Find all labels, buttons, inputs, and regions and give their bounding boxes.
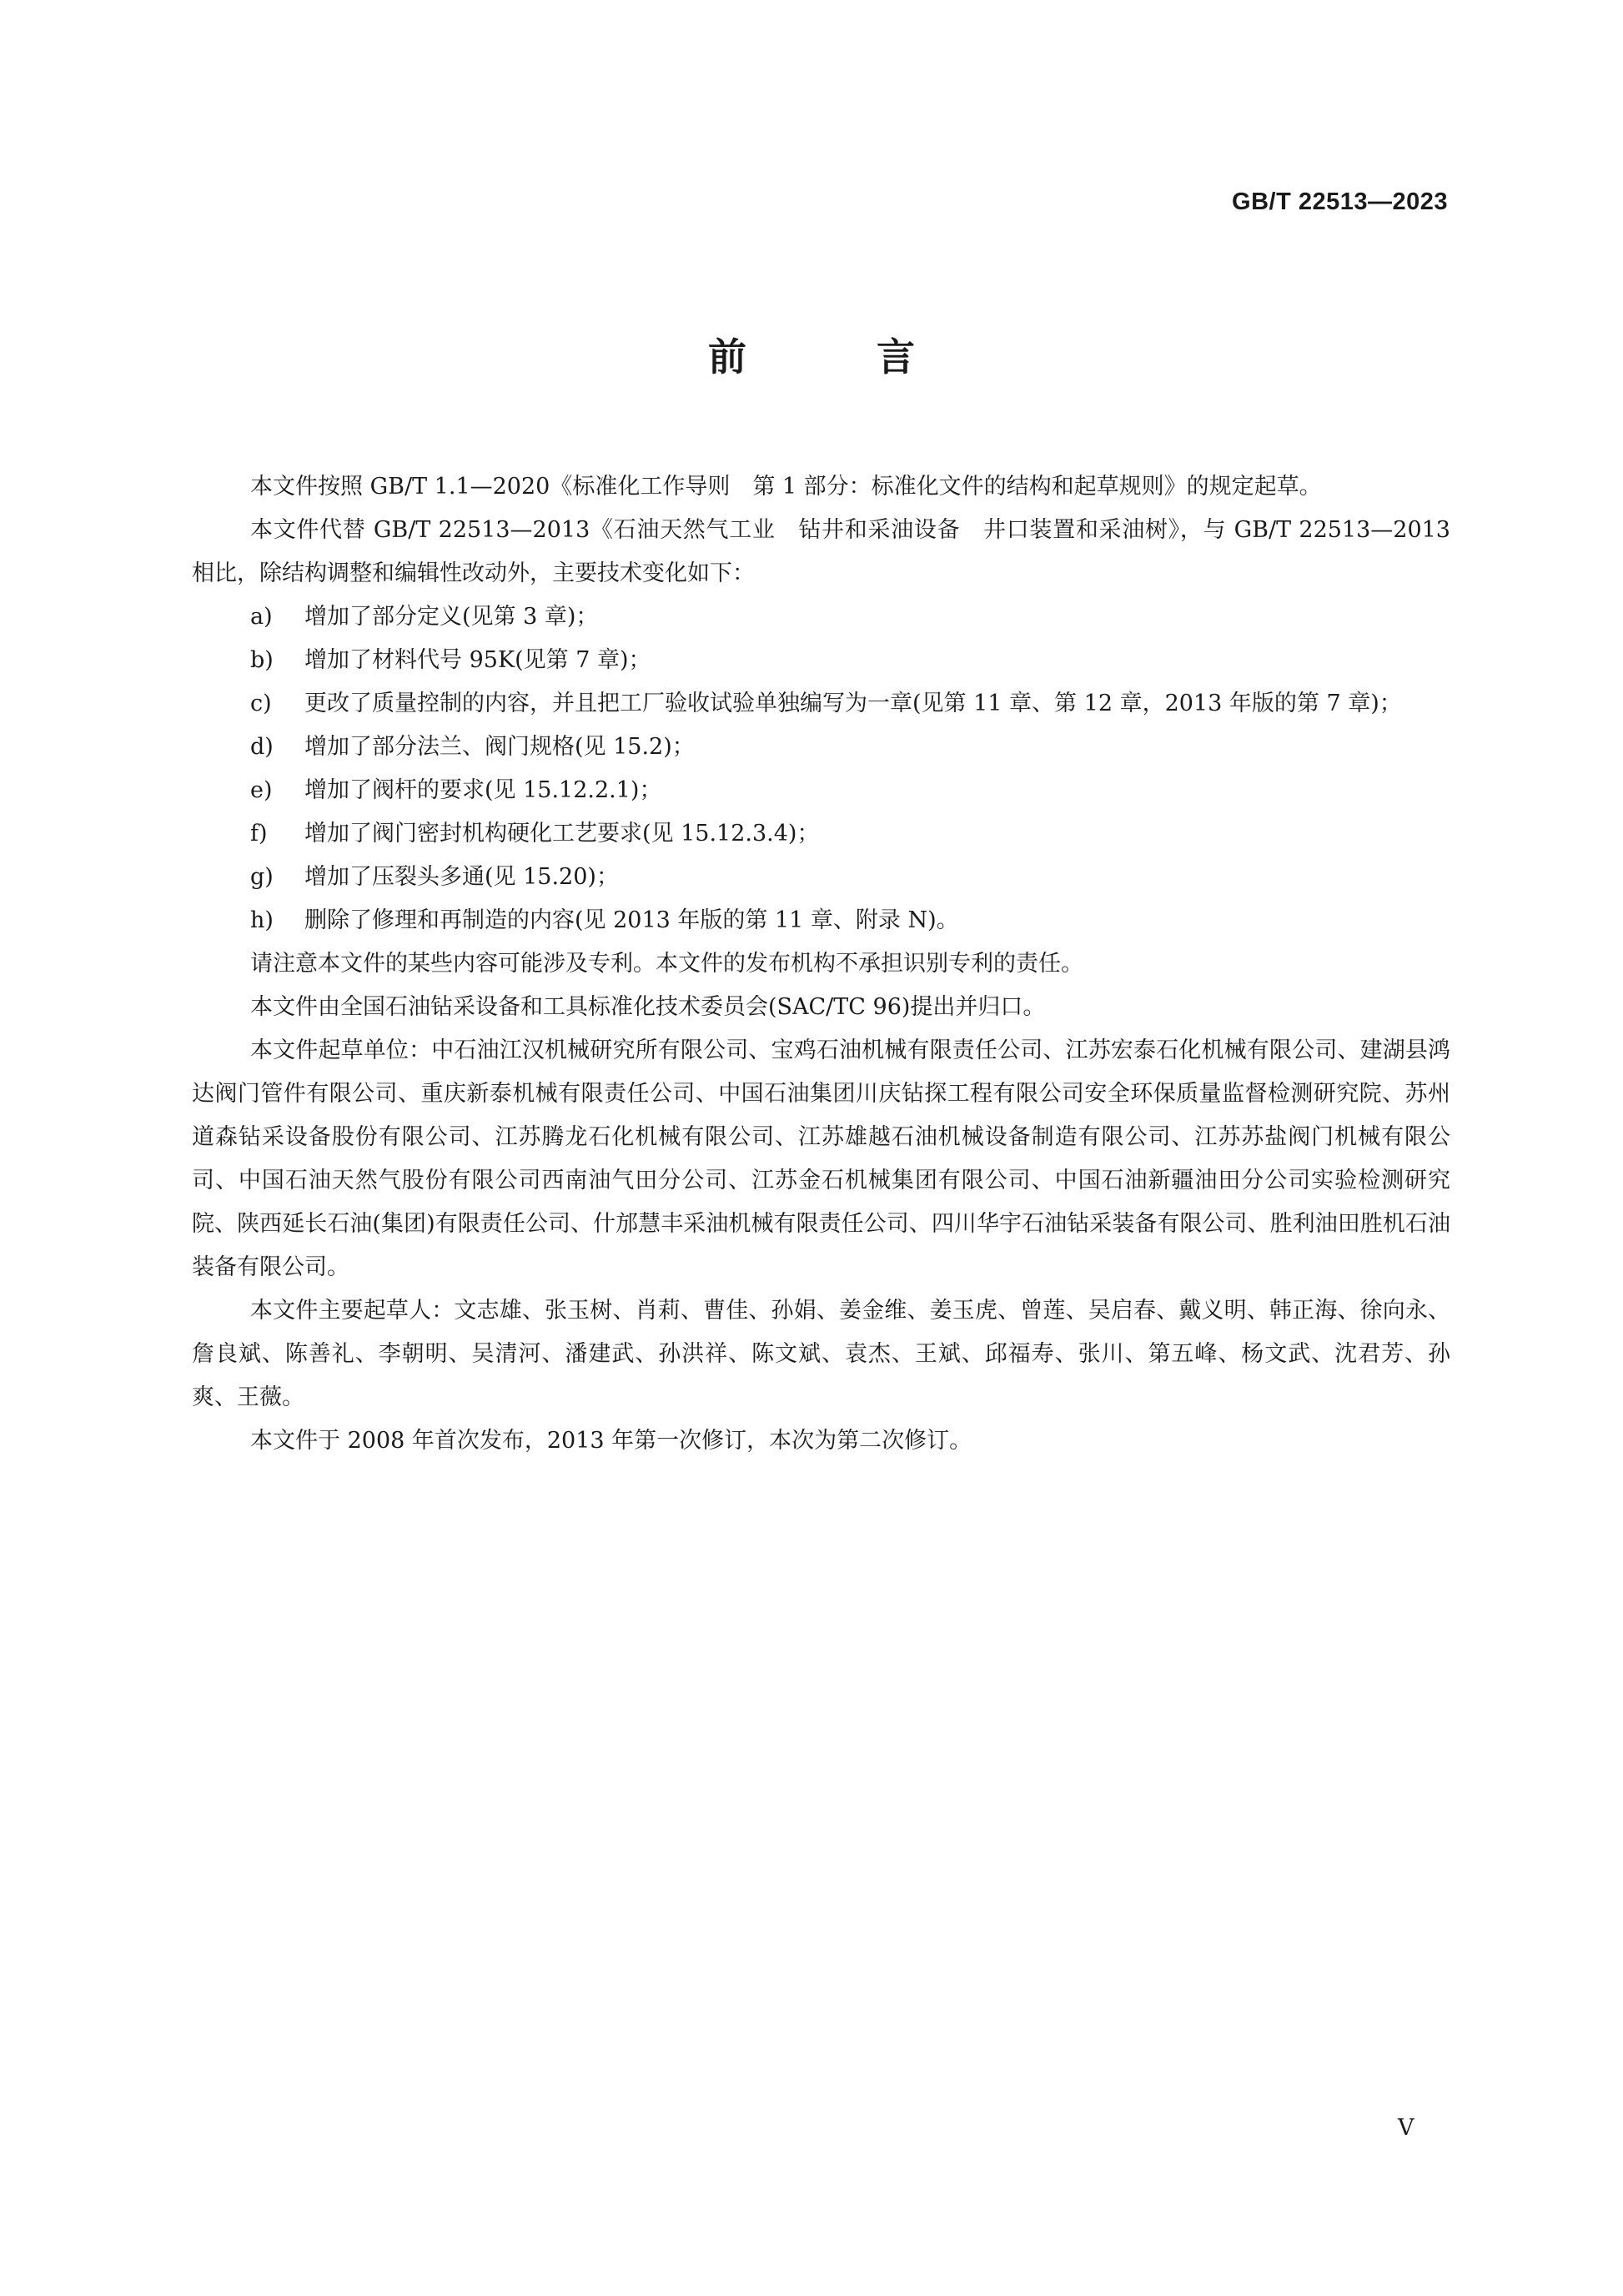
list-item: [192, 726, 1450, 769]
list-item-text: 增加了部分定义(见第 3 章)；: [304, 604, 599, 630]
paragraph-drafters: 本文件主要起草人：文志雄、张玉树、肖莉、曹佳、孙娟、姜金维、姜玉虎、曾莲、吴启春、戴义明、韩正海、徐向永、詹良斌、陈善礼、李朝明、吴清河、潘建武、孙洪祥、陈文斌、袁杰、王斌、邱福寿、张川、第五峰、杨文武、沈君芳、孙爽、王薇。: [192, 1298, 1450, 1410]
list-item-text: 增加了阀门密封机构硬化工艺要求(见 15.12.3.4)；: [304, 821, 820, 847]
list-item-text: 增加了压裂头多通(见 15.20)；: [304, 864, 619, 890]
list-item: [192, 899, 1450, 942]
list-item-text: 增加了部分法兰、阀门规格(见 15.2)；: [304, 734, 695, 760]
list-marker: c): [250, 691, 272, 716]
list-item-text: 更改了质量控制的内容，并且把工厂验收试验单独编写为一章(见第 11 章、第 12 章，2013 年版的第 7 章)；: [304, 691, 1402, 716]
list-marker: h): [250, 907, 274, 933]
standard-code: GB/T 22513—2023: [1232, 188, 1448, 215]
list-item-text: 删除了修理和再制造的内容(见 2013 年版的第 11 章、附录 N)。: [304, 907, 959, 933]
changes-list: [192, 595, 1450, 942]
list-item: [192, 595, 1450, 639]
paragraph-proposer: 本文件由全国石油钻采设备和工具标准化技术委员会(SAC/TC 96)提出并归口。: [250, 994, 1046, 1020]
paragraph-history: 本文件于 2008 年首次发布，2013 年第一次修订，本次为第二次修订。: [250, 1428, 972, 1454]
list-marker: e): [250, 777, 273, 803]
list-marker: a): [250, 604, 273, 630]
list-item-text: 增加了阀杆的要求(见 15.12.2.1)；: [304, 777, 662, 803]
paragraph-drafting-units: 本文件起草单位：中石油江汉机械研究所有限公司、宝鸡石油机械有限责任公司、江苏宏泰石化机械有限公司、建湖县鸿达阀门管件有限公司、重庆新泰机械有限责任公司、中国石油集团川庆钻探工程有限公司安全环保质量监督检测研究院、苏州道森钻采设备股份有限公司、江苏腾龙石化机械有限公司、江苏雄越石油机械设备制造有限公司、江苏苏盐阀门机械有限公司、中国石油天然气股份有限公司西南油气田分公司、江苏金石机械集团有限公司、中国石油新疆油田分公司实验检测研究院、陕西延长石油(集团)有限责任公司、什邡慧丰采油机械有限责任公司、四川华宇石油钻采装备有限公司、胜利油田胜机石油装备有限公司。: [192, 1037, 1450, 1280]
paragraph-replacement: 本文件代替 GB/T 22513—2013《石油天然气工业 钻井和采油设备 井口装置和采油树》，与 GB/T 22513—2013 相比，除结构调整和编辑性改动外，主要技术变化如下：: [192, 517, 1450, 586]
paragraph-patent-notice: 请注意本文件的某些内容可能涉及专利。本文件的发布机构不承担识别专利的责任。: [250, 951, 1083, 977]
list-marker: b): [250, 647, 274, 673]
list-marker: f): [250, 821, 268, 847]
paragraph-drafting-rules: 本文件按照 GB/T 1.1—2020《标准化工作导则 第 1 部分：标准化文件的结构和起草规则》的规定起草。: [250, 474, 1322, 500]
list-marker: d): [250, 734, 274, 760]
page-number: V: [1398, 2115, 1414, 2141]
list-item: [192, 639, 1450, 682]
page-title: 前 言: [707, 334, 973, 379]
document-body: [192, 465, 1450, 1463]
list-item: [192, 856, 1450, 899]
list-item: [192, 682, 1450, 726]
list-item: [192, 769, 1450, 812]
list-item: [192, 812, 1450, 856]
list-marker: g): [250, 864, 274, 890]
list-item-text: 增加了材料代号 95K(见第 7 章)；: [304, 647, 651, 673]
